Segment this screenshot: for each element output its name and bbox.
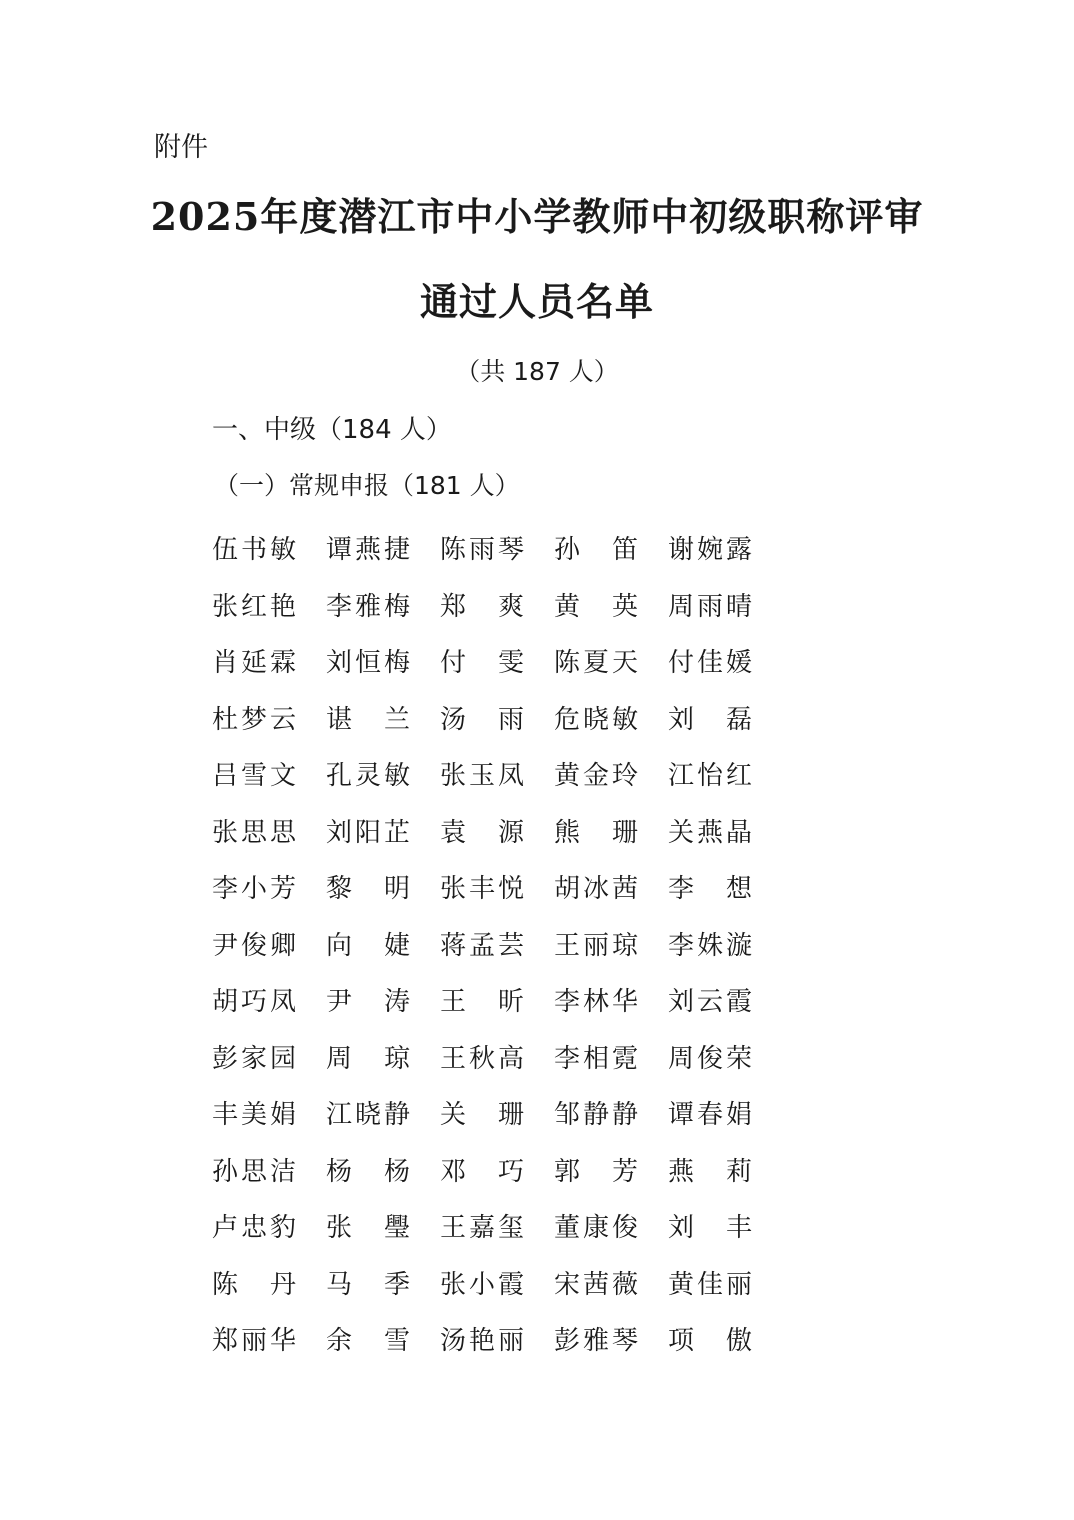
person-name: 卢忠豹 [212,1213,296,1244]
person-name: 王嘉玺 [440,1213,524,1244]
name-row [212,1144,772,1201]
person-name: 肖延霖 [212,648,296,679]
person-name: 郭 芳 [554,1156,638,1187]
person-name: 黄 英 [554,591,638,622]
name-row [212,918,772,975]
person-name: 刘 磊 [668,704,752,735]
subsection-heading: （一）常规申报（181 人） [214,471,520,500]
person-name: 黄佳丽 [668,1269,752,1300]
person-name: 杨 杨 [326,1156,410,1187]
name-row [212,1200,772,1257]
person-name: 汤艳丽 [440,1326,524,1357]
person-name: 陈夏天 [554,648,638,679]
person-name: 袁 源 [440,817,524,848]
person-name: 谭春娟 [668,1100,752,1131]
person-name: 燕 莉 [668,1156,752,1187]
person-name: 彭雅琴 [554,1326,638,1357]
attachment-label: 附件 [154,132,208,163]
person-name: 张玉凤 [440,761,524,792]
name-row [212,974,772,1031]
person-name: 项 傲 [668,1326,752,1357]
person-name: 熊 珊 [554,817,638,848]
person-name: 张红艳 [212,591,296,622]
person-name: 李林华 [554,987,638,1018]
person-name: 张小霞 [440,1269,524,1300]
person-name: 陈雨琴 [440,535,524,566]
person-name: 孙 笛 [554,535,638,566]
person-name: 李相霓 [554,1043,638,1074]
person-name: 胡冰茜 [554,874,638,905]
person-name: 彭家园 [212,1043,296,1074]
name-row [212,522,772,579]
name-row [212,1031,772,1088]
person-name: 谢婉露 [668,535,752,566]
person-name: 黄金玲 [554,761,638,792]
person-name: 刘 丰 [668,1213,752,1244]
person-name: 危晓敏 [554,704,638,735]
person-name: 谭燕捷 [326,535,410,566]
person-name: 余 雪 [326,1326,410,1357]
person-name: 尹 涛 [326,987,410,1018]
person-name: 丰美娟 [212,1100,296,1131]
person-name: 刘阳芷 [326,817,410,848]
person-name: 周俊荣 [668,1043,752,1074]
person-name: 杜梦云 [212,704,296,735]
person-name: 向 婕 [326,930,410,961]
person-name: 李雅梅 [326,591,410,622]
name-row [212,635,772,692]
total-count: （共 187 人） [455,357,619,386]
person-name: 孔灵敏 [326,761,410,792]
name-row [212,1087,772,1144]
person-name: 黎 明 [326,874,410,905]
person-name: 邓 巧 [440,1156,524,1187]
name-row [212,861,772,918]
section-heading: 一、中级（184 人） [212,415,452,445]
person-name: 关 珊 [440,1100,524,1131]
person-name: 伍书敏 [212,535,296,566]
person-name: 周雨晴 [668,591,752,622]
person-name: 李 想 [668,874,752,905]
name-row [212,805,772,862]
name-row [212,748,772,805]
person-name: 郑丽华 [212,1326,296,1357]
person-name: 孙思洁 [212,1156,296,1187]
person-name: 付佳媛 [668,648,752,679]
person-name: 马 季 [326,1269,410,1300]
person-name: 张 璺 [326,1213,410,1244]
person-name: 关燕晶 [668,817,752,848]
person-name: 李姝漩 [668,930,752,961]
person-name: 江怡红 [668,761,752,792]
name-row [212,1313,772,1370]
person-name: 周 琼 [326,1043,410,1074]
person-name: 王秋高 [440,1043,524,1074]
document-title-line-2: 通过人员名单 [419,279,654,324]
name-list [212,522,772,1370]
person-name: 尹俊卿 [212,930,296,961]
person-name: 胡巧凤 [212,987,296,1018]
person-name: 蒋孟芸 [440,930,524,961]
person-name: 刘恒梅 [326,648,410,679]
person-name: 王丽琼 [554,930,638,961]
person-name: 吕雪文 [212,761,296,792]
person-name: 张丰悦 [440,874,524,905]
person-name: 谌 兰 [326,704,410,735]
person-name: 宋茜薇 [554,1269,638,1300]
document-title-line-1: 2025年度潜江市中小学教师中初级职称评审 [150,194,924,239]
person-name: 江晓静 [326,1100,410,1131]
person-name: 李小芳 [212,874,296,905]
person-name: 邹静静 [554,1100,638,1131]
name-row [212,692,772,749]
person-name: 陈 丹 [212,1269,296,1300]
name-row [212,579,772,636]
person-name: 董康俊 [554,1213,638,1244]
name-row [212,1257,772,1314]
person-name: 张思思 [212,817,296,848]
person-name: 汤 雨 [440,704,524,735]
person-name: 王 昕 [440,987,524,1018]
person-name: 刘云霞 [668,987,752,1018]
person-name: 郑 爽 [440,591,524,622]
person-name: 付 雯 [440,648,524,679]
